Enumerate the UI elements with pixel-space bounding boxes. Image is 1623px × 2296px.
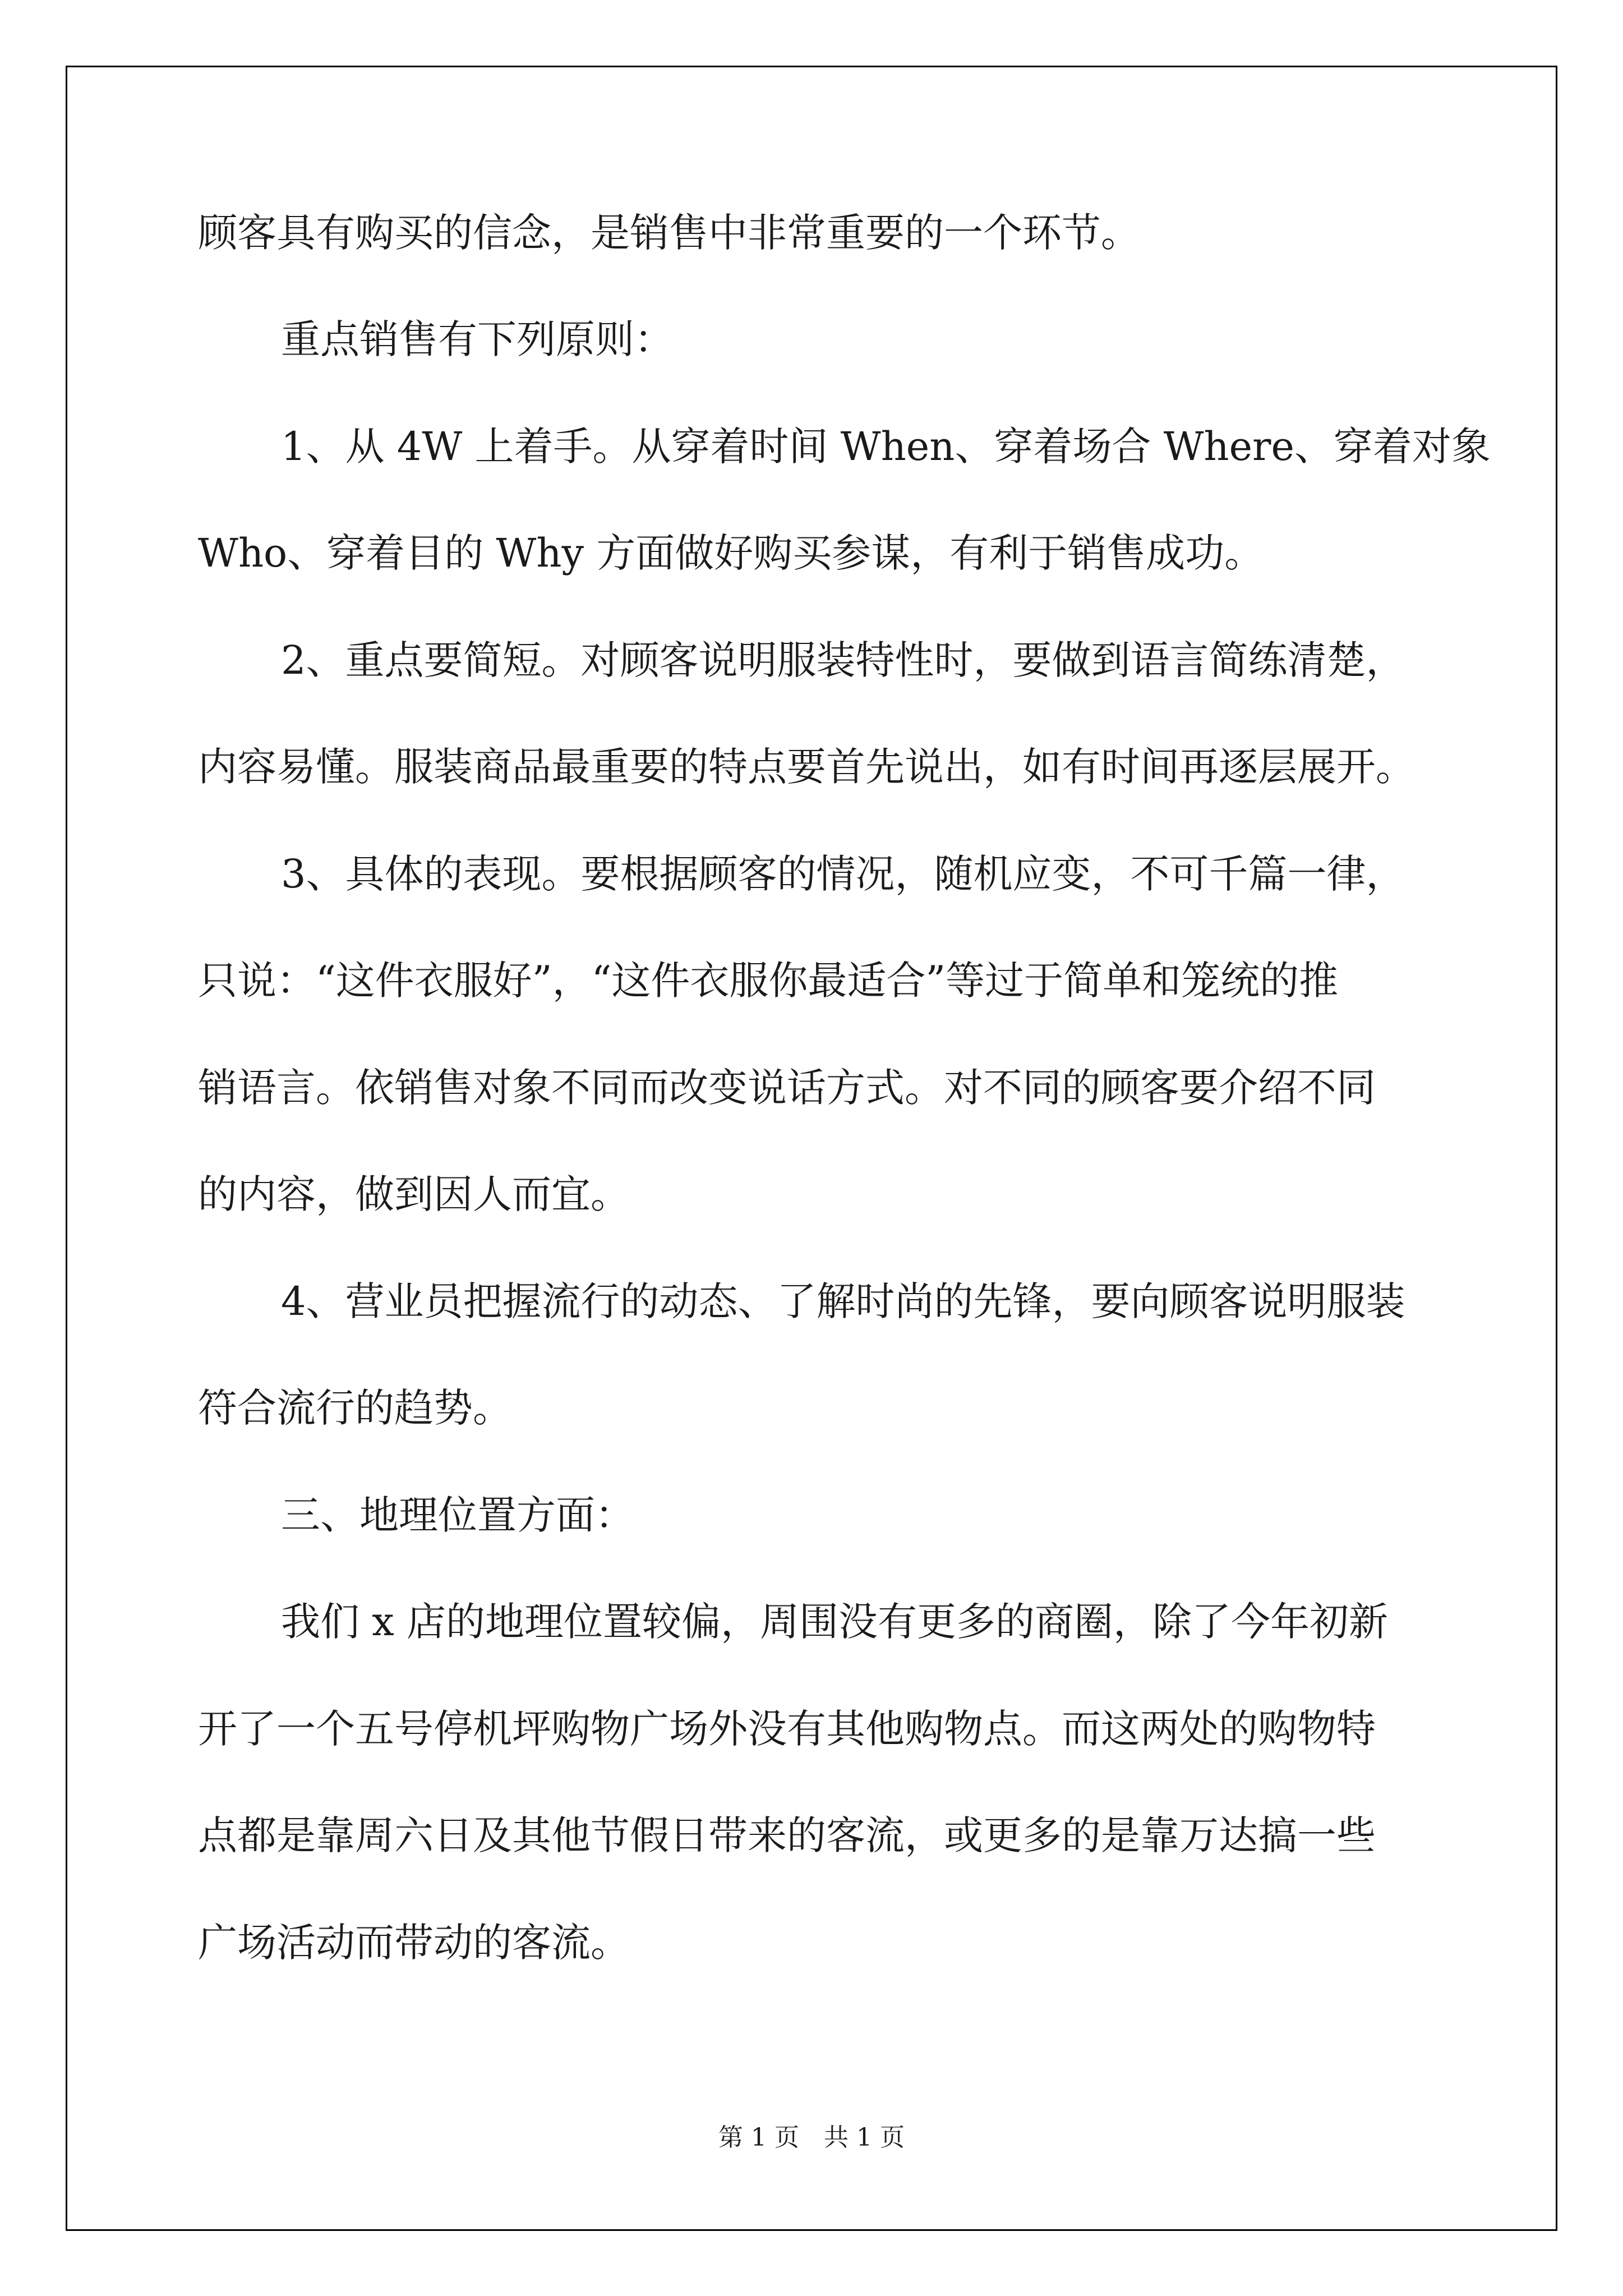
text-line: 4、营业员把握流行的动态、了解时尚的先锋，要向顾客说明服装 <box>281 1278 1405 1324</box>
text-line: 点都是靠周六日及其他节假日带来的客流，或更多的是靠万达搞一些 <box>198 1812 1376 1858</box>
text-line: 广场活动而带动的客流。 <box>198 1920 630 1966</box>
page-border <box>66 66 1557 2231</box>
text-line: 符合流行的趋势。 <box>198 1385 512 1431</box>
page-number: 第 1 页 共 1 页 <box>718 2123 905 2152</box>
text-line: 内容易懂。服装商品最重要的特点要首先说出，如有时间再逐层展开。 <box>198 744 1415 790</box>
text-line: 1、从 4W 上着手。从穿着时间 When、穿着场合 Where、穿着对象 <box>281 424 1491 470</box>
text-line: 3、具体的表现。要根据顾客的情况，随机应变，不可千篇一律， <box>281 851 1405 897</box>
text-line: 开了一个五号停机坪购物广场外没有其他购物点。而这两处的购物特 <box>198 1706 1376 1752</box>
text-line: 只说：“这件衣服好”，“这件衣服你最适合”等过于简单和笼统的推 <box>198 958 1339 1004</box>
text-line: Who、穿着目的 Why 方面做好购买参谋，有利于销售成功。 <box>198 530 1264 576</box>
text-line: 重点销售有下列原则： <box>281 316 674 362</box>
text-line: 销语言。依销售对象不同而改变说话方式。对不同的顾客要介绍不同 <box>198 1065 1376 1111</box>
text-line: 的内容，做到因人而宜。 <box>198 1171 630 1217</box>
text-line: 2、重点要简短。对顾客说明服装特性时，要做到语言简练清楚， <box>281 637 1405 683</box>
text-line: 顾客具有购买的信念，是销售中非常重要的一个环节。 <box>198 210 1140 256</box>
section-heading: 三、地理位置方面： <box>281 1492 634 1538</box>
text-line: 我们 x 店的地理位置较偏，周围没有更多的商圈，除了今年初新 <box>281 1599 1388 1645</box>
